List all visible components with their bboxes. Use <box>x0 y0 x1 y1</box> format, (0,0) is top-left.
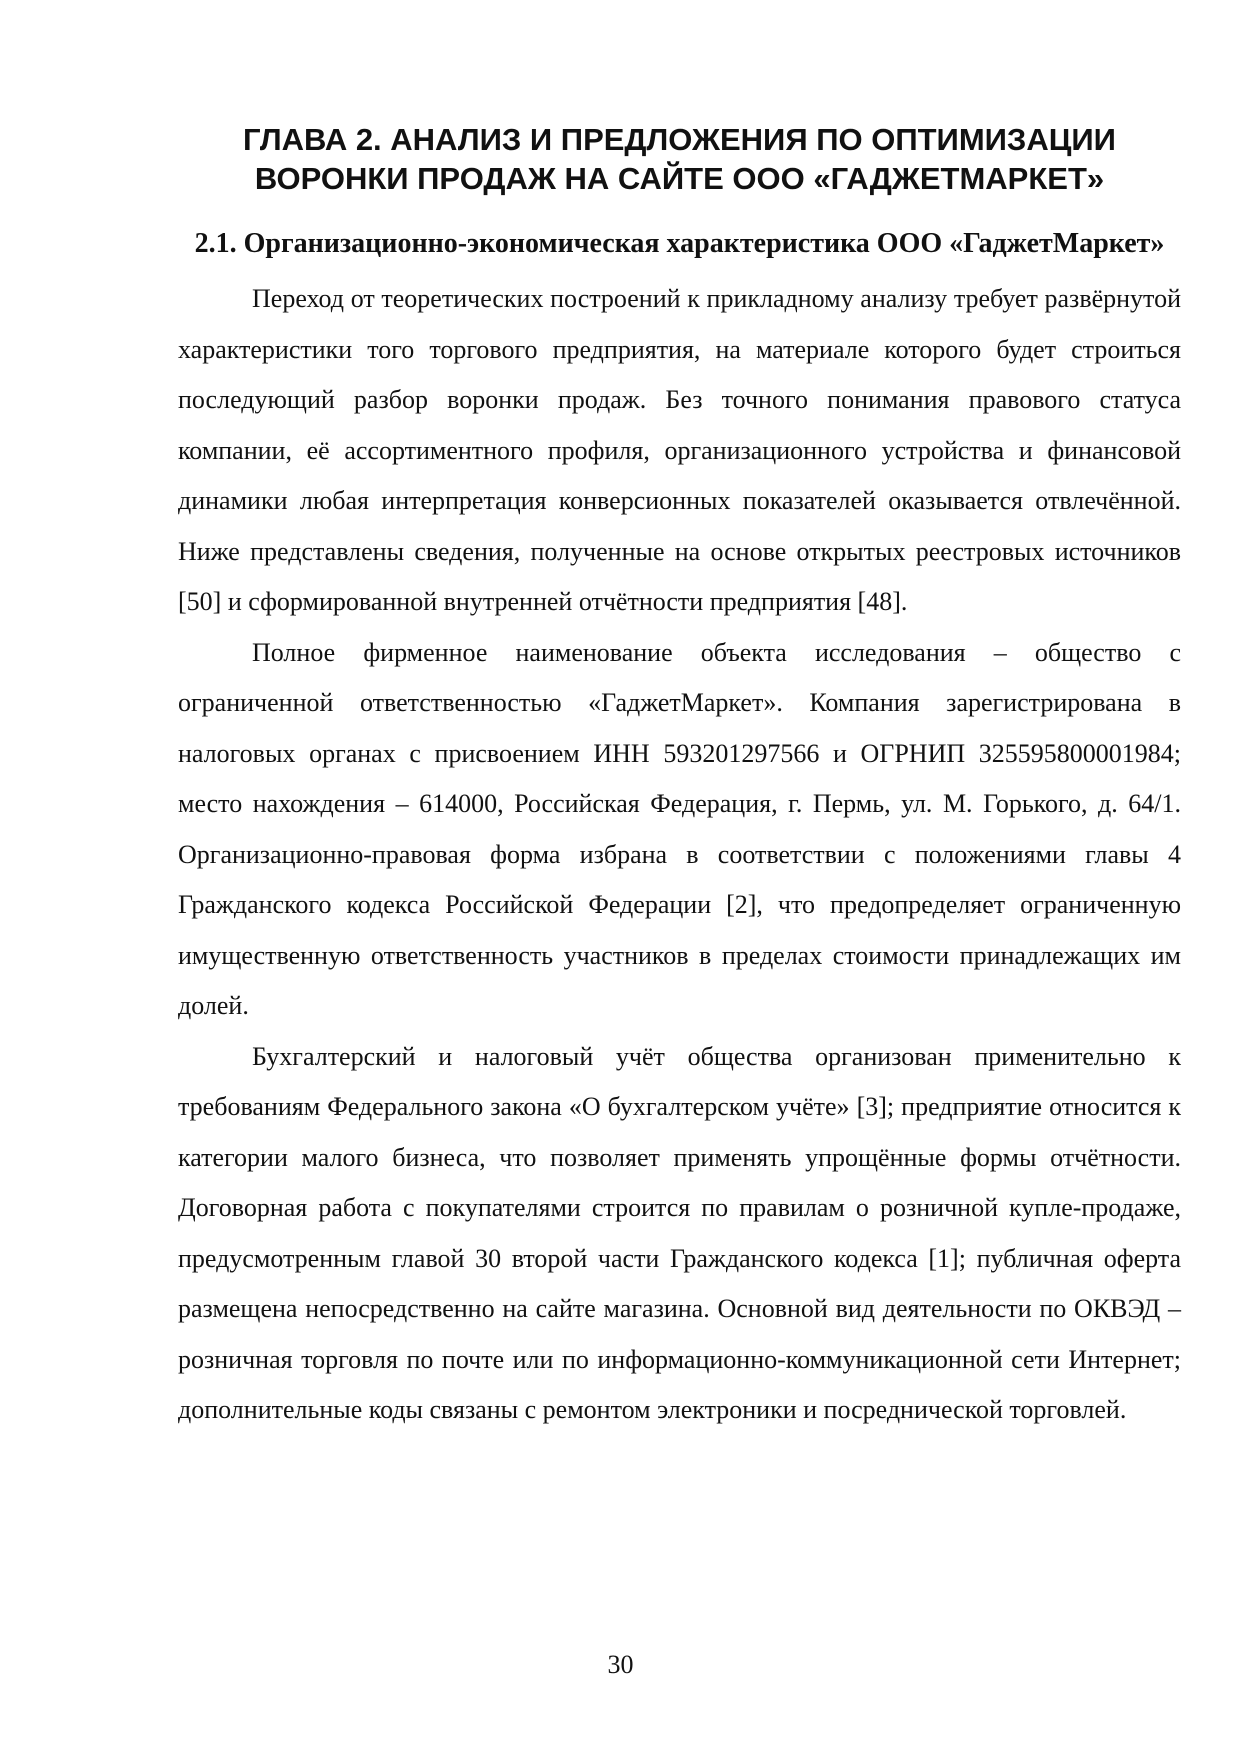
document-page <box>178 120 1181 1436</box>
paragraph-company-details: Полное фирменное наименование объекта исследования – общество с ограниченной ответственностью «ГаджетМаркет». Компания зарегистрирована в налоговых органах с присвоением ИНН 593201297566 и ОГРНИП 325595800001984; место нахождения – 614000, Российская Федерация, г. Пермь, ул. М. Горького, д. 64/1. Организационно-правовая форма избрана в соответствии с положениями главы 4 Гражданского кодекса Российской Федерации [2], что предопределяет ограниченную имущественную ответственность участников в пределах стоимости принадлежащих им долей. <box>178 637 1181 1020</box>
page-number: 30 <box>607 1650 634 1679</box>
chapter-title: ГЛАВА 2. АНАЛИЗ И ПРЕДЛОЖЕНИЯ ПО ОПТИМИЗАЦИИ ВОРОНКИ ПРОДАЖ НА САЙТЕ ООО «ГАДЖЕТМАРКЕТ» <box>243 122 1116 196</box>
paragraph-introduction: Переход от теоретических построений к прикладному анализу требует развёрнутой характеристики того торгового предприятия, на материале которого будет строиться последующий разбор воронки продаж. Без точного понимания правового статуса компании, её ассортиментного профиля, организационного устройства и финансовой динамики любая интерпретация конверсионных показателей оказывается отвлечённой. Ниже представлены сведения, полученные на основе открытых реестровых источников [50] и сформированной внутренней отчётности предприятия [48]. <box>178 284 1181 616</box>
body-text <box>178 274 1181 1436</box>
paragraph-accounting: Бухгалтерский и налоговый учёт общества организован применительно к требованиям Федерального закона «О бухгалтерском учёте» [3]; предприятие относится к категории малого бизнеса, что позволяет применять упрощённые формы отчётности. Договорная работа с покупателями строится по правилам о розничной купле-продаже, предусмотренным главой 30 второй части Гражданского кодекса [1]; публичная оферта размещена непосредственно на сайте магазина. Основной вид деятельности по ОКВЭД – розничная торговля по почте или по информационно-коммуникационной сети Интернет; дополнительные коды связаны с ремонтом электроники и посреднической торговлей. <box>178 1041 1181 1424</box>
section-title: 2.1. Организационно-экономическая характеристика ООО «ГаджетМаркет» <box>194 228 1165 259</box>
